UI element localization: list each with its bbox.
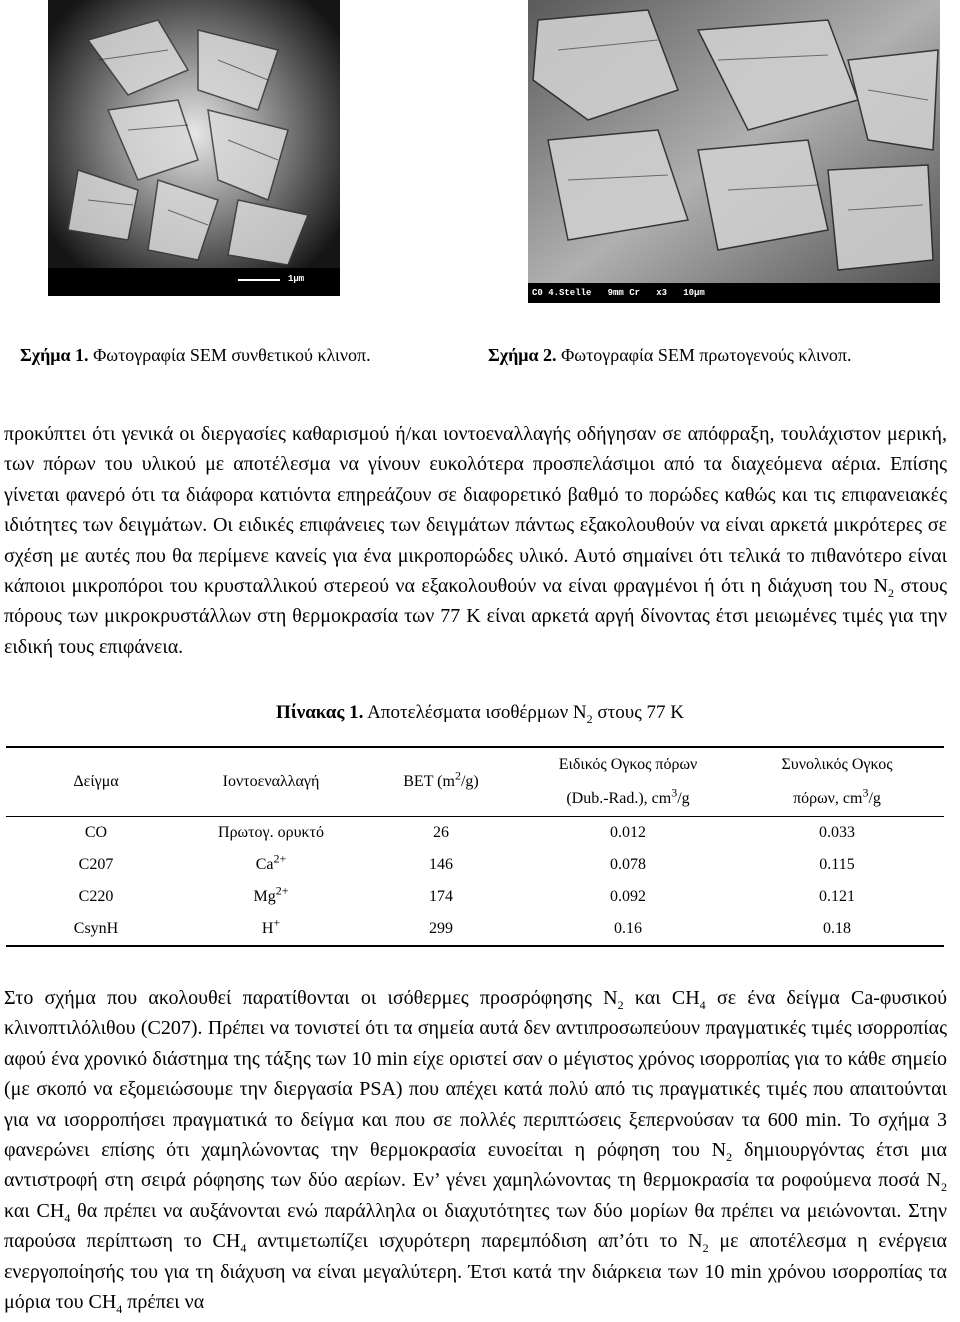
cell-ion [186,817,356,850]
header-total-volume-end: /g [868,790,881,807]
cell-total-volume: 0.115 [819,856,855,873]
header-pore-volume-end: /g [677,790,690,807]
table-title-sub: 2 [586,711,593,726]
table-row [6,913,944,946]
results-table [6,746,944,947]
header-total-volume-line1: Συνολικός Ογκος [730,747,944,782]
para2-sub-3: 2 [726,1150,733,1165]
para2-text-4: δημιουργόντας έτσι μια αντιστροφή στη σειρά ρόφησης των δύο αερίων. Εν’ γένει χαμηλώνοντας τη θερμοκρασία τα ροφούμενα ποσά N [4,1139,947,1192]
para2-text-8: με αποτέλεσμα η ενέργεια ενεργοποίησής του για τη διάχυση να είναι μεγαλύτερη. Έτσι κατά την διάρκεια των 10 min χρόνου ισορροπίας τα μόρια του CH [4,1230,948,1314]
sem-image-synthetic [48,0,340,296]
header-sample: Δείγμα [6,747,186,817]
sem-scale-label: 1μm [288,274,305,284]
header-bet-text: BET (m [403,773,455,790]
para2-sub-2: 4 [699,998,706,1012]
header-pore-volume-sup: 3 [671,785,678,800]
header-ion-exchange: Ιοντοεναλλαγή [186,747,356,817]
para2-text-1: Στο σχήμα που ακολουθεί παρατίθονται οι ισόθερμες προσρόφησης N [4,987,618,1009]
cell-ion [186,849,356,881]
cell-ion [186,913,356,946]
figure-1-caption-text: Φωτογραφία SEM συνθετικού κλινοπ. [88,345,371,365]
para2-text-5: και CH [4,1199,65,1222]
header-total-volume-sup: 3 [862,785,869,800]
para2-text-3: σε ένα δείγμα Ca-φυσικού κλινοπτιλόλιθου (C207). Πρέπει να τονιστεί ότι τα σημεία αυτά δεν αντιπροσωπεύουν πραγματικές τιμές ισορροπίας αφού ένα χρονικό διάστημα της τάξης των 10 min είχε οριστεί σαν ο μέγιστος χρόνος ισορροπίας για το κάθε σημείο (με σκοπό να εξομειώσουμε την διεργασία PSA) που απέχει κατά πολύ από τις πραγματικές τιμές που απαιτούνται για να ισορροπήσει πραγματικά το δείγμα και που σε πολλές περιπτώσεις ξεπερνούσαν τα 600 min. Το σχήμα 3 φανερώνει επίσης ότι χαμηλώνοντας την θερμοκρασία ευνοείται η ρόφηση του N [4,987,948,1162]
figure-2-caption-bold: Σχήμα 2. [488,345,557,365]
table-title [0,702,960,724]
cell-micro-volume: 0.012 [610,824,646,841]
header-total-volume-line2 [730,782,944,817]
para2-text-7: αντιμετωπίζει ισχυρότερη παρεμπόδιση απ’ότι το N [246,1230,703,1253]
para1-sub: 2 [888,586,894,601]
cell-bet: 146 [429,856,453,873]
para2-sub-6: 4 [240,1241,247,1256]
cell-bet: 26 [433,824,449,841]
sem-image-natural [528,0,940,303]
header-total-volume-text: πόρων, cm [793,790,863,807]
header-pore-volume-text: (Dub.-Rad.), cm [566,790,672,807]
header-bet-sup: 2 [454,768,461,783]
figure-2-caption-text: Φωτογραφία SEM πρωτογενούς κλινοπ. [556,345,852,365]
para1-text-b: στους πόρους των μικροκρυστάλλων στη θερμοκρασία των 77 K είναι αρκετά αργή δίνοντας έτσι μειωμένες τιμές για την ειδική τους επιφάνεια. [4,575,948,658]
header-bet-end: /g) [460,773,479,790]
table-row [6,817,944,850]
table-row [6,881,944,913]
sem-info-label: C0 4.Stelle 9mm Cr x3 10μm [532,288,705,298]
para2-sub-8: 4 [116,1302,123,1317]
cell-sample: CO [84,824,108,841]
cell-ion [186,881,356,913]
para2-sub-4: 2 [941,1180,947,1195]
figure-1-caption-bold: Σχήμα 1. [20,345,89,365]
para2-text-9: πρέπει να [122,1291,205,1314]
body-paragraph-2 [4,983,947,1317]
cell-ion-text: H [261,920,274,937]
header-pore-volume-line1: Ειδικός Ογκος πόρων [526,747,730,782]
figure-1-caption [20,345,371,366]
cell-ion-text: Mg [253,888,276,905]
cell-total-volume: 0.121 [819,888,855,905]
para2-text-6: θα πρέπει να αυξάνονται ενώ παράλληλα οι διαχυτότητες των δύο μορίων θα πρέπει να μειώνονται. Στην παρούσα περίπτωση το CH [4,1199,947,1253]
cell-bet: 299 [356,913,526,946]
cell-ion-sup: + [273,915,281,930]
cell-micro-volume: 0.078 [610,856,646,873]
cell-total-volume: 0.18 [730,913,944,946]
table-title-bold: Πίνακας 1. [276,702,364,723]
para2-sub-7: 2 [702,1241,709,1256]
cell-sample: C220 [78,888,114,905]
cell-micro-volume: 0.16 [526,913,730,946]
table-title-text: Αποτελέσματα ισοθέρμων N [363,702,587,723]
cell-ion-sup: 2+ [273,851,287,866]
header-pore-volume-line2 [526,782,730,817]
para1-text-a: προκύπτει ότι γενικά οι διεργασίες καθαρισμού ή/και ιοντοεναλλαγής οδήγησαν σε απόφραξη, τουλάχιστον μερική, των πόρων του υλικού με αποτέλεσμα να γίνουν ευκολότερα προσπελάσιμοι από τα διαχεόμενα αέρια. Επίσης γίνεται φανερό ότι τα διάφορα κατιόντα επηρεάζουν σε διαφορετικό βαθμό το πορώδες καθώς και τις επιφανειακές ιδιότητες των δειγμάτων. Οι ειδικές επιφάνειες των δειγμάτων πάντως εξακολουθούν να είναι αρκετά μικρότερες σε σχέση με αυτές που θα περίμενε κανείς για ένα μικροπορώδες υλικό. Αυτό σημαίνει ότι τελικά το πιθανότερο είναι κάποιοι μικροπόροι του κρυσταλλικού στερεού να εξακολουθούν να είναι φραγμένοι ή ότι η διάχυση του N [4,423,947,598]
table-title-end: στους 77 K [592,702,684,723]
sem-image-natural-graphic [528,0,940,303]
cell-ion-sup: 2+ [275,883,289,898]
cell-ion-text: Ca [255,856,274,873]
para2-sub-5: 4 [64,1210,71,1225]
sem-image-synthetic-graphic [48,0,340,296]
table-row [6,849,944,881]
header-bet [356,747,526,817]
cell-ion-text: Πρωτογ. ορυκτό [218,824,324,841]
cell-sample: C207 [78,856,114,873]
body-paragraph-1 [4,419,947,662]
cell-total-volume: 0.033 [819,824,855,841]
para2-sub-1: 2 [617,998,624,1012]
cell-micro-volume: 0.092 [610,888,646,905]
cell-sample: CsynH [6,913,186,946]
cell-bet: 174 [429,888,453,905]
para2-text-2: και CH [623,987,700,1009]
figure-2-caption [488,345,852,366]
